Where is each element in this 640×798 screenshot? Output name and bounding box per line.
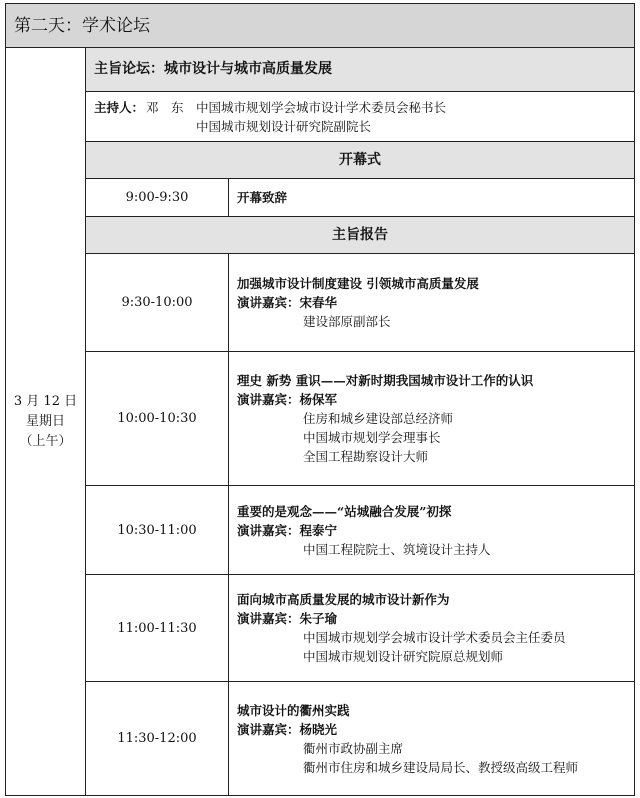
day-header: 第二天：学术论坛 bbox=[6, 4, 634, 48]
speaker-label: 演讲嘉宾： bbox=[237, 721, 300, 737]
speaker-affiliation: 中国城市规划设计研究院原总规划师 bbox=[303, 649, 504, 664]
speaker-affiliation: 中国城市规划学会城市设计学术委员会主任委员 bbox=[303, 630, 566, 645]
agenda-title: 理史 新势 重识——对新时期我国城市设计工作的认识 bbox=[237, 373, 534, 388]
agenda-row bbox=[86, 352, 634, 486]
agenda-row bbox=[86, 179, 634, 217]
agenda-row bbox=[86, 682, 634, 795]
theme-title: 主旨论坛：城市设计与城市高质量发展 bbox=[94, 61, 332, 77]
speaker-name: 杨晓光 bbox=[299, 721, 338, 737]
host-affiliation: 中国城市规划学会城市设计学术委员会秘书长 bbox=[196, 100, 447, 115]
speaker-label: 演讲嘉宾： bbox=[237, 522, 300, 538]
keynote-section-title: 主旨报告 bbox=[86, 217, 634, 254]
time-slot: 10:00-10:30 bbox=[86, 352, 229, 485]
date-line: 3 月 12 日 bbox=[13, 393, 78, 409]
time-slot: 9:00-9:30 bbox=[86, 179, 229, 216]
schedule-table bbox=[5, 3, 635, 796]
agenda-title: 加强城市设计制度建设 引领城市高质量发展 bbox=[237, 276, 479, 291]
speaker-affiliation: 中国工程院院士、筑境设计主持人 bbox=[303, 541, 491, 557]
agenda-title: 重要的是观念——“站城融合发展”初探 bbox=[237, 503, 452, 519]
time-slot: 11:00-11:30 bbox=[86, 575, 229, 681]
agenda-row bbox=[86, 575, 634, 682]
speaker-label: 演讲嘉宾： bbox=[237, 392, 300, 407]
speaker-name: 杨保军 bbox=[299, 392, 338, 407]
speaker-affiliation: 衢州市政协副主席 bbox=[303, 740, 404, 756]
agenda-row bbox=[86, 254, 634, 352]
host-name: 邓 东 bbox=[146, 100, 184, 115]
agenda-title: 面向城市高质量发展的城市设计新作为 bbox=[237, 592, 450, 607]
speaker-name: 宋春华 bbox=[299, 295, 338, 310]
speaker-label: 演讲嘉宾： bbox=[237, 295, 300, 310]
agenda-row bbox=[86, 486, 634, 575]
speaker-name: 朱子瑜 bbox=[299, 611, 338, 626]
time-slot: 11:30-12:00 bbox=[86, 682, 229, 795]
agenda-title: 开幕致辞 bbox=[237, 190, 288, 205]
host-label: 主持人： bbox=[94, 100, 145, 115]
time-slot: 9:30-10:00 bbox=[86, 254, 229, 351]
weekday-line: 星期日 bbox=[25, 413, 65, 429]
host-row bbox=[86, 92, 634, 142]
host-affiliation: 中国城市规划设计研究院副院长 bbox=[196, 119, 372, 134]
speaker-affiliation: 住房和城乡建设部总经济师 bbox=[303, 411, 454, 426]
speaker-affiliation: 全国工程勘察设计大师 bbox=[303, 449, 429, 464]
time-slot: 10:30-11:00 bbox=[86, 486, 229, 574]
session-line: （上午） bbox=[19, 433, 72, 449]
speaker-affiliation: 衢州市住房和城乡建设局局长、教授级高级工程师 bbox=[303, 759, 579, 775]
agenda-title: 城市设计的衢州实践 bbox=[237, 702, 350, 718]
speaker-name: 程泰宁 bbox=[299, 522, 338, 538]
speaker-label: 演讲嘉宾： bbox=[237, 611, 300, 626]
opening-section-title: 开幕式 bbox=[86, 142, 634, 179]
speaker-affiliation: 中国城市规划学会理事长 bbox=[303, 430, 441, 445]
theme-row bbox=[86, 48, 634, 92]
speaker-affiliation: 建设部原副部长 bbox=[303, 314, 391, 329]
date-cell bbox=[6, 48, 86, 795]
